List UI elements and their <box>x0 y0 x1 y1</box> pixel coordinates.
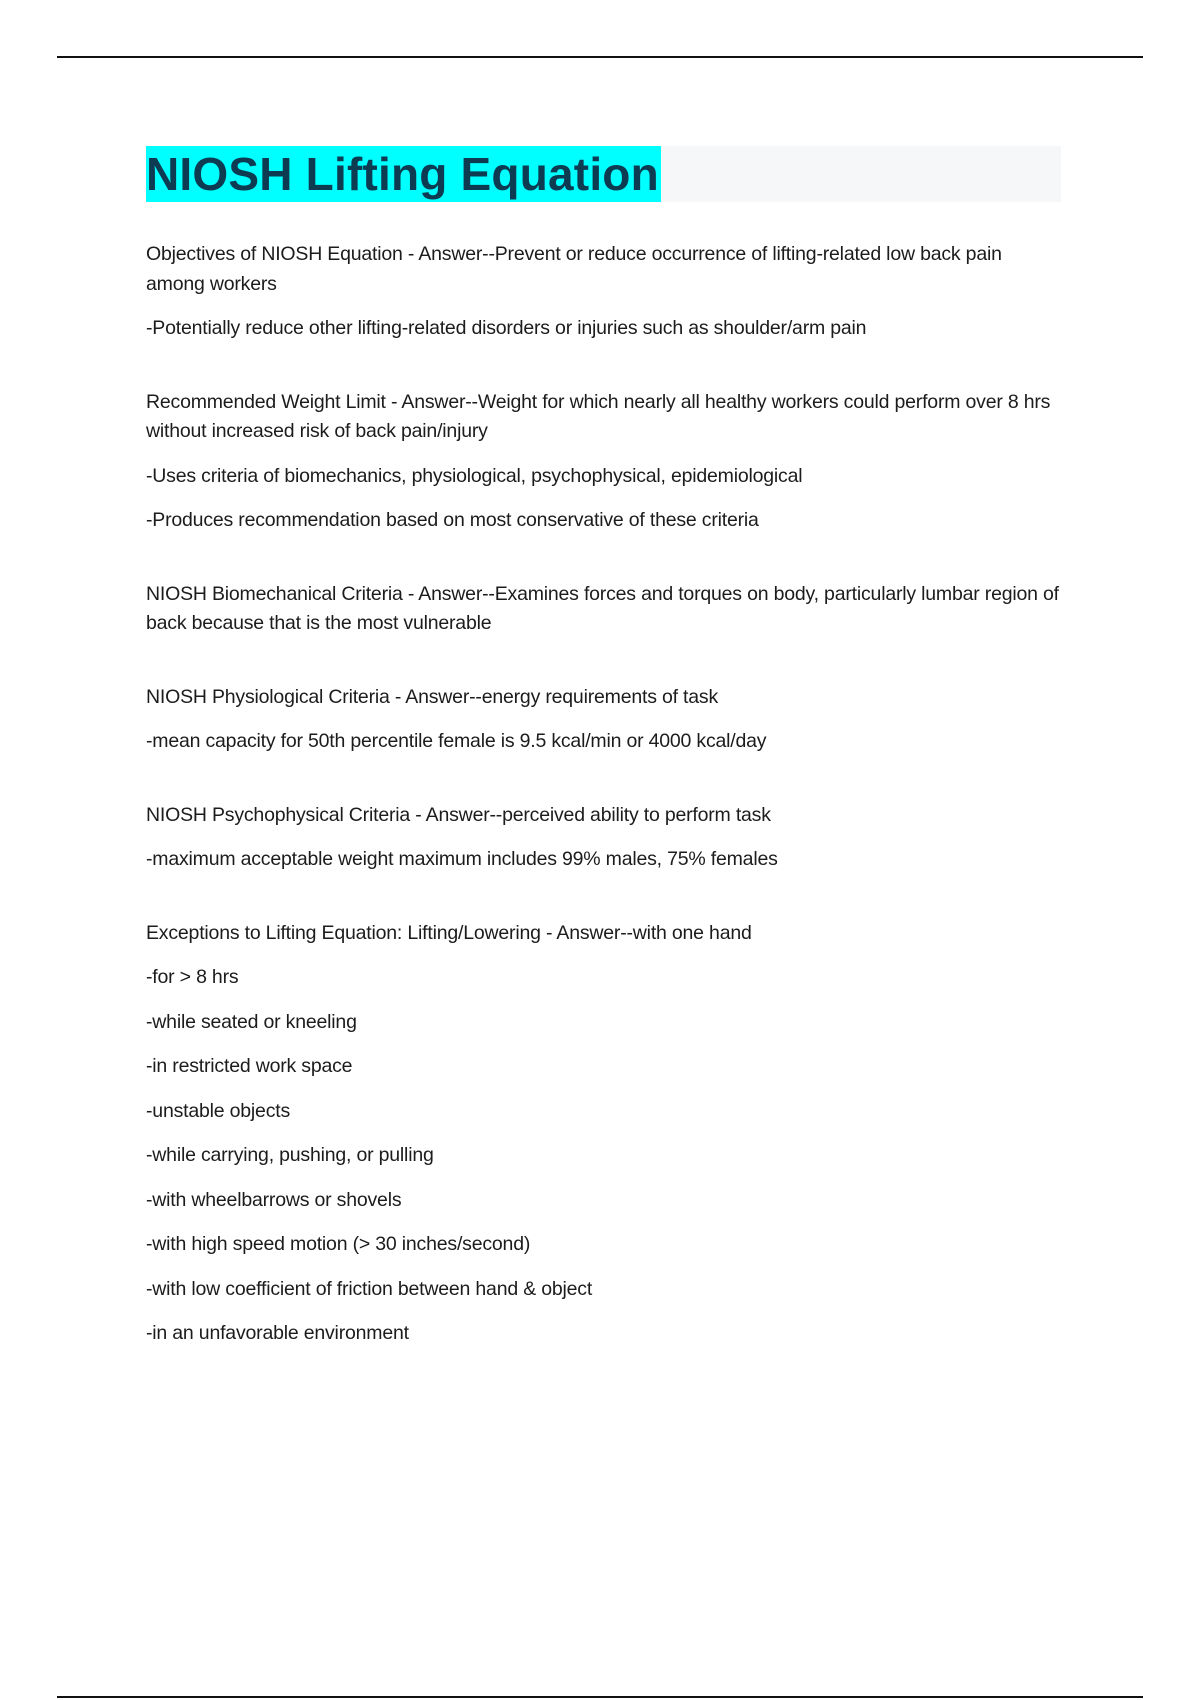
objectives-detail: -Potentially reduce other lifting-related disorders or injuries such as shoulder/arm pain <box>146 317 867 339</box>
section-objectives <box>146 240 1061 344</box>
section-exceptions <box>146 919 1061 1349</box>
physiological-detail: -mean capacity for 50th percentile female is 9.5 kcal/min or 4000 kcal/day <box>146 730 767 752</box>
exception-item: -while carrying, pushing, or pulling <box>146 1144 434 1166</box>
exception-item: -with low coefficient of friction between hand & object <box>146 1277 593 1300</box>
page-content <box>146 146 1061 1393</box>
exception-item: -in an unfavorable environment <box>146 1322 409 1344</box>
top-rule <box>57 56 1143 58</box>
section-recommended-weight-limit <box>146 388 1061 536</box>
exception-item: -in restricted work space <box>146 1055 353 1077</box>
section-biomechanical <box>146 580 1061 639</box>
objectives-line: Objectives of NIOSH Equation - Answer--Prevent or reduce occurrence of lifting-related low back pain among workers <box>146 243 1002 295</box>
title-band <box>146 146 1061 202</box>
exception-item: -with high speed motion (> 30 inches/second) <box>146 1233 531 1255</box>
sections <box>146 240 1061 1349</box>
rwl-line: Recommended Weight Limit - Answer--Weight for which nearly all healthy workers could perform over 8 hrs without increased risk of back pain/injury <box>146 390 1051 442</box>
section-psychophysical <box>146 801 1061 875</box>
biomechanical-line: NIOSH Biomechanical Criteria - Answer--Examines forces and torques on body, particularly lumbar region of back because that is the most vulnerable <box>146 582 1059 634</box>
exception-item: -for > 8 hrs <box>146 966 239 988</box>
section-physiological <box>146 683 1061 757</box>
exception-item: -unstable objects <box>146 1099 291 1122</box>
physiological-line: NIOSH Physiological Criteria - Answer--energy requirements of task <box>146 685 719 708</box>
exception-item: -while seated or kneeling <box>146 1010 357 1033</box>
psychophysical-detail: -maximum acceptable weight maximum includes 99% males, 75% females <box>146 848 778 870</box>
psychophysical-line: NIOSH Psychophysical Criteria - Answer--perceived ability to perform task <box>146 803 771 826</box>
document-title: NIOSH Lifting Equation <box>146 148 659 200</box>
bottom-rule <box>57 1696 1143 1698</box>
rwl-detail-criteria: -Uses criteria of biomechanics, physiological, psychophysical, epidemiological <box>146 464 803 487</box>
exception-item: -with wheelbarrows or shovels <box>146 1188 402 1211</box>
exceptions-line: Exceptions to Lifting Equation: Lifting/Lowering - Answer--with one hand <box>146 921 752 944</box>
rwl-detail-recommendation: -Produces recommendation based on most conservative of these criteria <box>146 509 759 531</box>
